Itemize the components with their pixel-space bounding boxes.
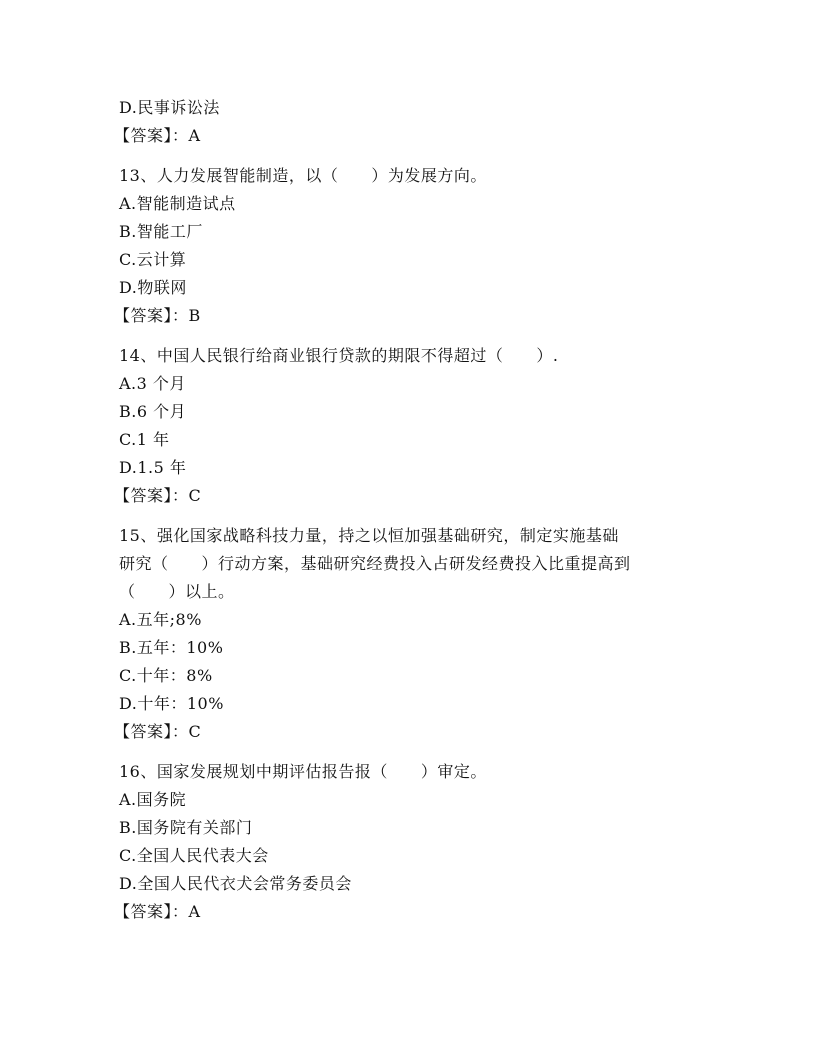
option-a: A.五年;8% (119, 610, 202, 629)
question-stem-line-3: （ ）以上。 (119, 582, 235, 601)
question-16 (114, 758, 699, 926)
question-15 (114, 522, 699, 746)
question-stem: 13、人力发展智能制造，以（ ）为发展方向。 (119, 166, 487, 185)
answer-line: 【答案】：A (114, 126, 201, 145)
option-d: D.全国人民代衣犬会常务委员会 (119, 874, 352, 893)
answer-line: 【答案】：C (114, 722, 202, 741)
option-b: B.五年：10% (119, 638, 224, 657)
question-stem-line-2: 研究（ ）行动方案，基础研究经费投入占研发经费投入比重提高到 (119, 554, 631, 573)
question-12-tail (114, 94, 699, 150)
option-c: C.全国人民代表大会 (119, 846, 269, 865)
option-c: C.1 年 (119, 430, 170, 449)
option-b: B.国务院有关部门 (119, 818, 253, 837)
option-c: C.十年：8% (119, 666, 213, 685)
question-stem-line-1: 15、强化国家战略科技力量，持之以恒加强基础研究，制定实施基础 (119, 526, 619, 545)
question-14 (114, 342, 699, 510)
option-c: C.云计算 (119, 250, 187, 269)
option-b: B.智能工厂 (119, 222, 203, 241)
question-13 (114, 162, 699, 330)
option-a: A.智能制造试点 (119, 194, 236, 213)
answer-line: 【答案】：A (114, 902, 201, 921)
option-a: A.3 个月 (119, 374, 186, 393)
option-d: D.1.5 年 (119, 458, 187, 477)
question-stem: 16、国家发展规划中期评估报告报（ ）审定。 (119, 762, 487, 781)
option-a: A.国务院 (119, 790, 187, 809)
option-d: D.物联网 (119, 278, 187, 297)
option-d: D.民事诉讼法 (119, 98, 220, 117)
answer-line: 【答案】：B (114, 306, 201, 325)
option-b: B.6 个月 (119, 402, 187, 421)
question-stem: 14、中国人民银行给商业银行贷款的期限不得超过（ ）. (119, 346, 559, 365)
question-list (114, 94, 699, 926)
option-d: D.十年：10% (119, 694, 224, 713)
answer-line: 【答案】：C (114, 486, 202, 505)
